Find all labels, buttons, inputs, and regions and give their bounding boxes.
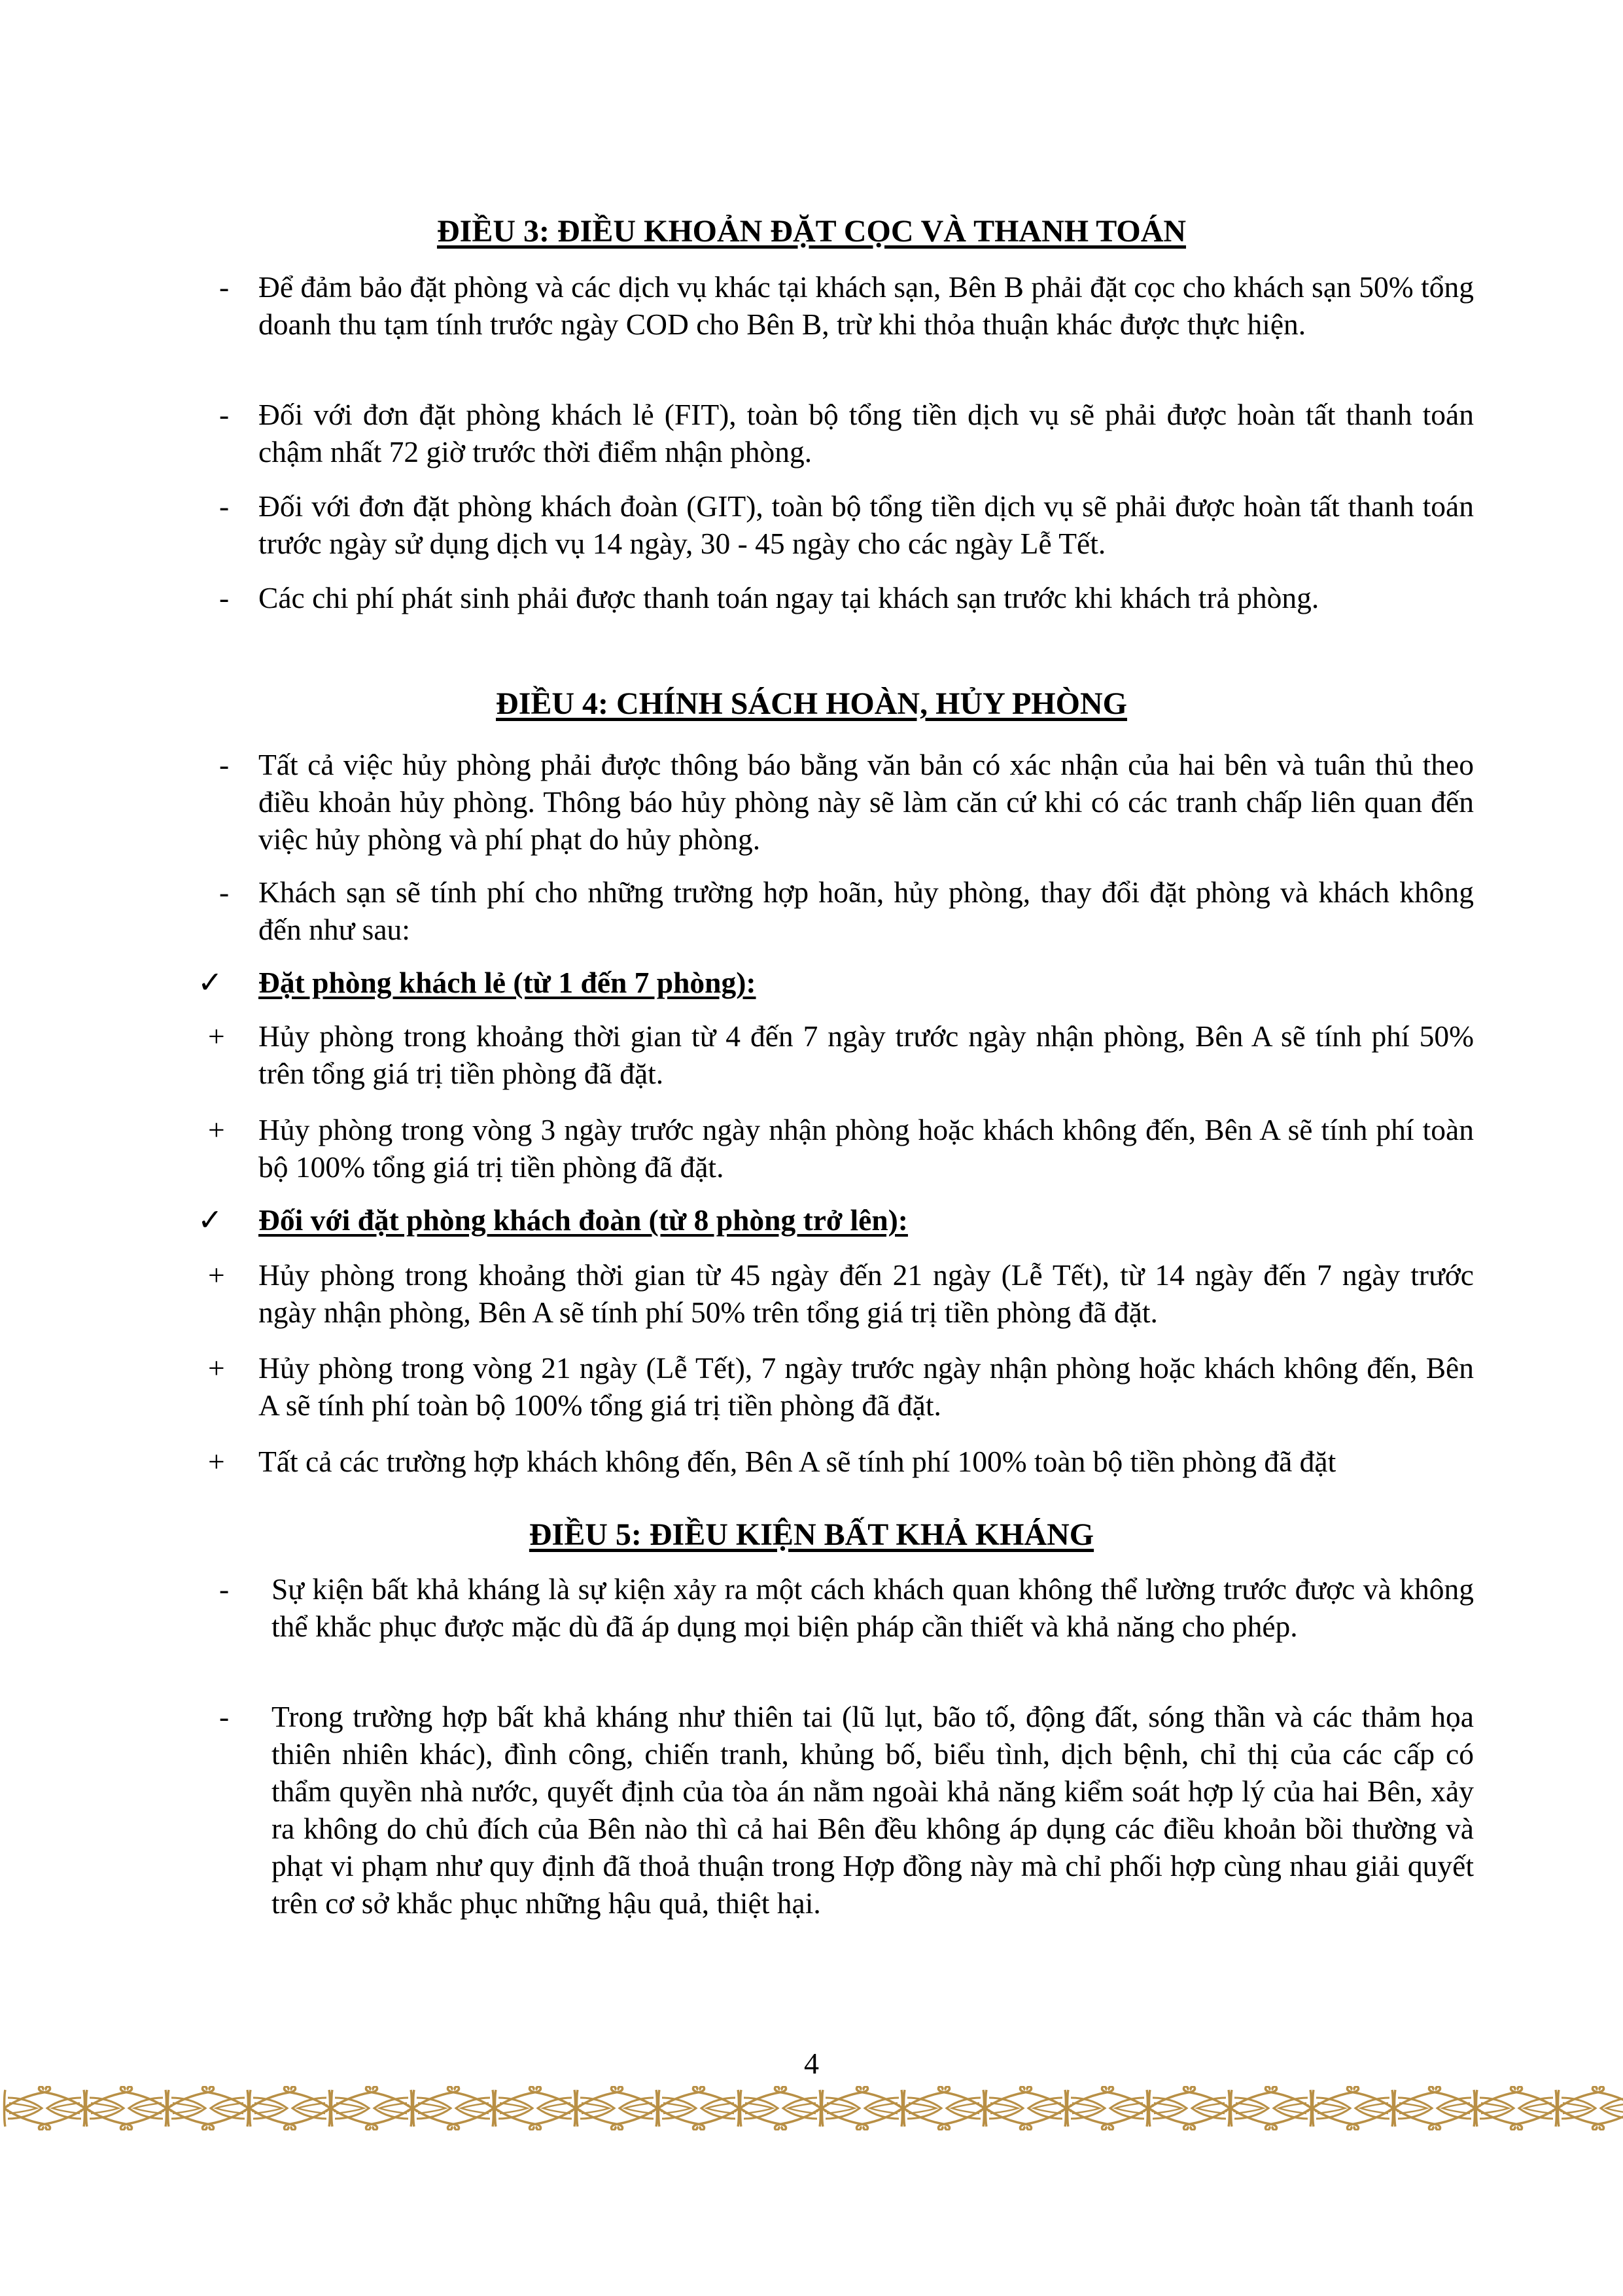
list-item: Hủy phòng trong khoảng thời gian từ 4 đến 7 ngày trước ngày nhận phòng, Bên A sẽ tính phí 50% trên tổng giá trị tiền phòng đã đặt. <box>258 1019 1474 1090</box>
ornamental-border <box>0 2086 1623 2130</box>
checkmark-icon: ✓ <box>198 1203 223 1237</box>
border-motif <box>1067 2087 1148 2130</box>
border-motif <box>86 2087 167 2130</box>
border-motif <box>576 2087 657 2130</box>
subsection-title-individual: Đặt phòng khách lẻ (từ 1 đến 7 phòng): <box>258 966 756 999</box>
plus-bullet: + <box>208 1258 225 1292</box>
dash-bullet: - <box>219 1572 230 1606</box>
border-motif <box>249 2087 330 2130</box>
list-item: Các chi phí phát sinh phải được thanh toán ngay tại khách sạn trước khi khách trả phòng. <box>258 581 1319 614</box>
border-motif <box>985 2087 1066 2130</box>
list-item: Tất cả các trường hợp khách không đến, Bên A sẽ tính phí 100% toàn bộ tiền phòng đã đặt <box>258 1445 1336 1478</box>
border-motif <box>4 2087 85 2130</box>
checkmark-icon: ✓ <box>198 966 223 999</box>
list-item: Hủy phòng trong vòng 21 ngày (Lễ Tết), 7 ngày trước ngày nhận phòng hoặc khách không đến, Bên A sẽ tính phí toàn bộ 100% tổng giá trị tiền phòng đã đặt. <box>258 1351 1474 1422</box>
dash-bullet: - <box>219 270 230 304</box>
dash-bullet: - <box>219 398 230 431</box>
border-motif <box>413 2087 494 2130</box>
section-heading-article-4: ĐIỀU 4: CHÍNH SÁCH HOÀN, HỦY PHÒNG <box>496 686 1127 721</box>
border-motif <box>1394 2087 1475 2130</box>
dash-bullet: - <box>219 581 230 614</box>
plus-bullet: + <box>208 1351 225 1385</box>
subsection-title-group: Đối với đặt phòng khách đoàn (từ 8 phòng trở lên): <box>258 1203 908 1237</box>
list-item: Để đảm bảo đặt phòng và các dịch vụ khác tại khách sạn, Bên B phải đặt cọc cho khách sạn 50% tổng doanh thu tạm tính trước ngày COD cho Bên B, trừ khi thỏa thuận khác được thực hiện. <box>258 270 1474 341</box>
list-item: Đối với đơn đặt phòng khách lẻ (FIT), toàn bộ tổng tiền dịch vụ sẽ phải được hoàn tất thanh toán chậm nhất 72 giờ trước thời điểm nhận phòng. <box>258 398 1474 468</box>
border-motif <box>1149 2087 1230 2130</box>
dash-bullet: - <box>219 875 230 909</box>
dash-bullet: - <box>219 489 230 523</box>
border-motif <box>1312 2087 1393 2130</box>
border-motif <box>167 2087 249 2130</box>
border-motif <box>1558 2087 1623 2130</box>
border-motif <box>1230 2087 1312 2130</box>
list-item: Sự kiện bất khả kháng là sự kiện xảy ra một cách khách quan không thể lường trước được và không thể khắc phục được mặc dù đã áp dụng mọi biện pháp cần thiết và khả năng cho phép. <box>271 1572 1474 1643</box>
section-heading-article-3: ĐIỀU 3: ĐIỀU KHOẢN ĐẶT CỌC VÀ THANH TOÁN <box>436 214 1187 249</box>
plus-bullet: + <box>208 1445 225 1478</box>
border-motif <box>903 2087 985 2130</box>
border-motif <box>822 2087 903 2130</box>
dash-bullet: - <box>219 748 230 781</box>
page-number: 4 <box>804 2047 819 2080</box>
list-item: Đối với đơn đặt phòng khách đoàn (GIT), toàn bộ tổng tiền dịch vụ sẽ phải được hoàn tất thanh toán trước ngày sử dụng dịch vụ 14 ngày, 30 - 45 ngày cho các ngày Lễ Tết. <box>258 489 1474 560</box>
border-motif <box>658 2087 739 2130</box>
border-motif <box>1476 2087 1557 2130</box>
border-motif <box>740 2087 821 2130</box>
plus-bullet: + <box>208 1019 225 1053</box>
dash-bullet: - <box>219 1700 230 1733</box>
list-item: Hủy phòng trong khoảng thời gian từ 45 ngày đến 21 ngày (Lễ Tết), từ 14 ngày đến 7 ngày trước ngày nhận phòng, Bên A sẽ tính phí 50% trên tổng giá trị tiền phòng đã đặt. <box>258 1258 1474 1329</box>
plus-bullet: + <box>208 1113 225 1146</box>
list-item: Tất cả việc hủy phòng phải được thông báo bằng văn bản có xác nhận của hai bên và tuân thủ theo điều khoản hủy phòng. Thông báo hủy phòng này sẽ làm căn cứ khi có các tranh chấp liên quan đến việc hủy phòng và phí phạt do hủy phòng. <box>258 748 1474 856</box>
list-item: Hủy phòng trong vòng 3 ngày trước ngày nhận phòng hoặc khách không đến, Bên A sẽ tính phí toàn bộ 100% tổng giá trị tiền phòng đã đặt. <box>258 1113 1474 1184</box>
section-heading-article-5: ĐIỀU 5: ĐIỀU KIỆN BẤT KHẢ KHÁNG <box>529 1517 1094 1552</box>
list-item: Trong trường hợp bất khả kháng như thiên tai (lũ lụt, bão tố, động đất, sóng thần và các thảm họa thiên nhiên khác), đình công, chiến tranh, khủng bố, biểu tình, dịch bệnh, chỉ thị của các cấp có thẩm quyền nhà nước, quyết định của tòa án nằm ngoài khả năng kiểm soát hợp lý của hai Bên, xảy ra không do chủ đích của Bên nào thì cả hai Bên đều không áp dụng các điều khoản bồi thường và phạt vi phạm như quy định đã thoả thuận trong Hợp đồng này mà chỉ phối hợp cùng nhau giải quyết trên cơ sở khắc phục những hậu quả, thiệt hại. <box>271 1700 1474 1920</box>
border-motif <box>495 2087 576 2130</box>
border-motif <box>331 2087 412 2130</box>
list-item: Khách sạn sẽ tính phí cho những trường hợp hoãn, hủy phòng, thay đổi đặt phòng và khách không đến như sau: <box>258 875 1474 946</box>
